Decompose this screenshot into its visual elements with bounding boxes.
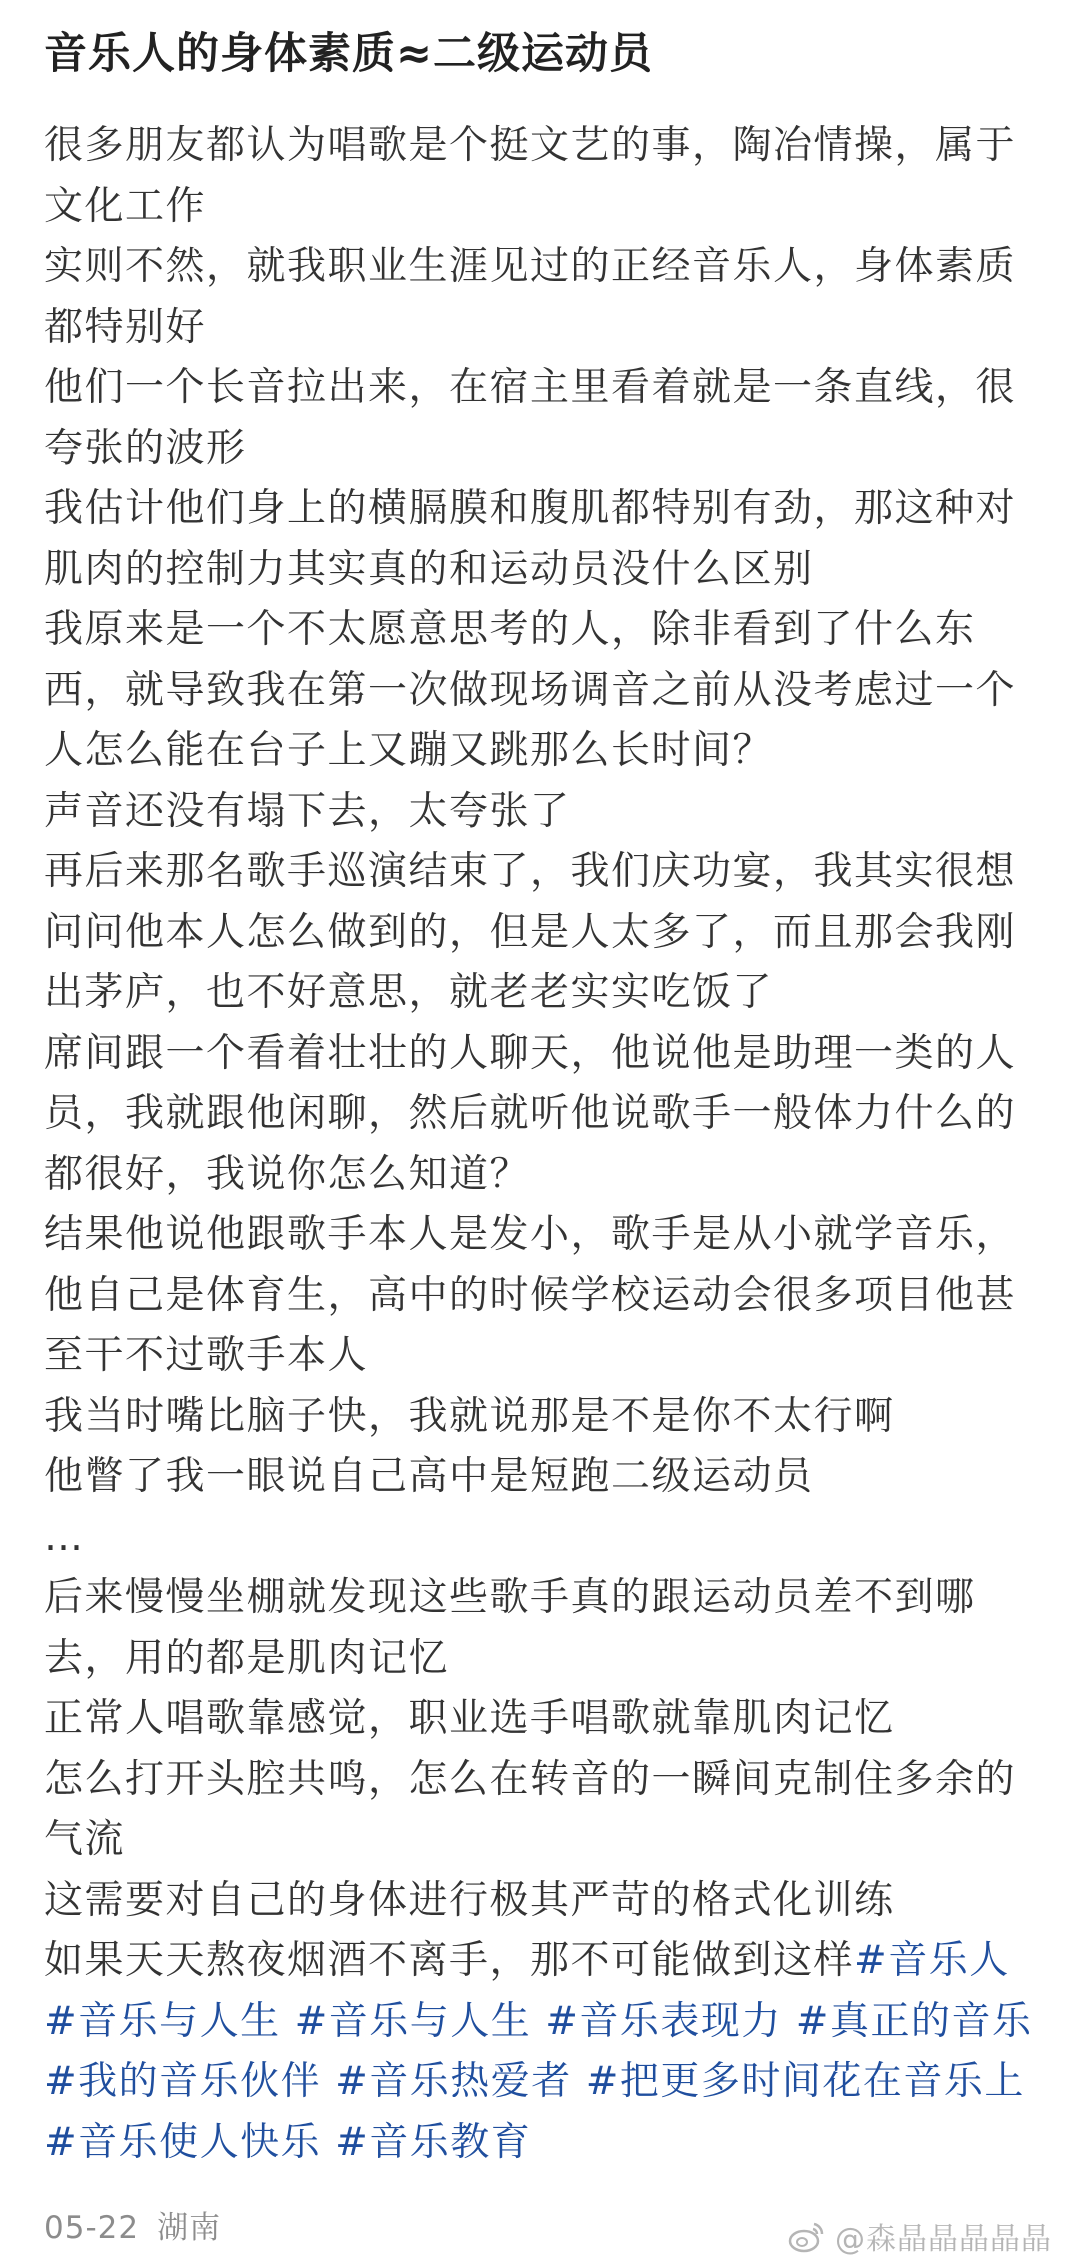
paragraph: 我原来是一个不太愿意思考的人，除非看到了什么东西，就导致我在第一次做现场调音之前从没考虑过一个人怎么能在台子上又蹦又跳那么长时间？ <box>44 607 1017 773</box>
paragraph-text: 如果天天熬夜烟酒不离手，那不可能做到这样 <box>44 1938 855 1983</box>
paragraph: 席间跟一个看着壮壮的人聊天，他说他是助理一类的人员，我就跟他闲聊，然后就听他说歌手一般体力什么的都很好，我说你怎么知道？ <box>44 1030 1017 1197</box>
paragraph: 他们一个长音拉出来，在宿主里看着就是一条直线，很夸张的波形 <box>44 365 1017 471</box>
hashtag-link[interactable]: #音乐教育 <box>335 2119 532 2165</box>
post-body <box>44 116 1036 2173</box>
paragraph: 他瞥了我一眼说自己高中是短跑二级运动员 <box>44 1454 814 1499</box>
paragraph: 实则不然，就我职业生涯见过的正经音乐人，身体素质都特别好 <box>44 244 1017 350</box>
watermark-text: @森晶晶晶晶晶 <box>835 2222 1052 2257</box>
hashtag-link[interactable]: #音乐与人生 <box>294 1998 532 2044</box>
paragraph: 后来慢慢坐棚就发现这些歌手真的跟运动员差不到哪去，用的都是肌肉记忆 <box>44 1575 976 1681</box>
paragraph: 声音还没有塌下去，太夸张了 <box>44 788 571 834</box>
post-date: 05-22 <box>44 2210 140 2246</box>
paragraph: 我估计他们身上的横膈膜和腹肌都特别有劲，那这种对肌肉的控制力其实真的和运动员没什么区别 <box>44 486 1017 592</box>
hashtag-link[interactable]: #我的音乐伙伴 <box>44 2059 322 2104</box>
hashtag-link[interactable]: #真正的音乐 <box>795 1998 1033 2044</box>
weibo-icon <box>787 2216 827 2256</box>
hashtag-link[interactable]: #把更多时间花在音乐上 <box>585 2059 1025 2104</box>
post-location: 湖南 <box>157 2210 222 2246</box>
paragraph: 结果他说他跟歌手本人是发小，歌手是从小就学音乐，他自己是体育生，高中的时候学校运动会很多项目他甚至干不过歌手本人 <box>44 1212 1017 1378</box>
paragraph: 这需要对自己的身体进行极其严苛的格式化训练 <box>44 1877 895 1923</box>
hashtag-link[interactable]: #音乐使人快乐 <box>44 2119 322 2165</box>
hashtag-link[interactable]: #音乐表现力 <box>545 1998 782 2044</box>
paragraph: 怎么打开头腔共鸣，怎么在转音的一瞬间克制住多余的气流 <box>44 1756 1017 1862</box>
post-title: 音乐人的身体素质≈二级运动员 <box>44 29 654 79</box>
paragraph: 再后来那名歌手巡演结束了，我们庆功宴，我其实很想问问他本人怎么做到的，但是人太多了，而且那会我刚出茅庐，也不好意思，就老老实实吃饭了 <box>44 849 1017 1015</box>
paragraph: 我当时嘴比脑子快，我就说那是不是你不太行啊 <box>44 1393 895 1439</box>
hashtag-link[interactable]: #音乐人 <box>854 1938 1010 1983</box>
watermark <box>787 2214 1052 2258</box>
last-paragraph-with-hashtags <box>44 1931 1036 2173</box>
paragraph: 很多朋友都认为唱歌是个挺文艺的事，陶冶情操，属于文化工作 <box>44 123 1017 229</box>
post-meta <box>44 2206 239 2250</box>
paragraph: … <box>44 1514 85 1560</box>
hashtag-link[interactable]: #音乐与人生 <box>44 1998 281 2044</box>
paragraph: 正常人唱歌靠感觉，职业选手唱歌就靠肌肉记忆 <box>44 1696 895 1741</box>
hashtag-link[interactable]: #音乐热爱者 <box>335 2059 572 2104</box>
